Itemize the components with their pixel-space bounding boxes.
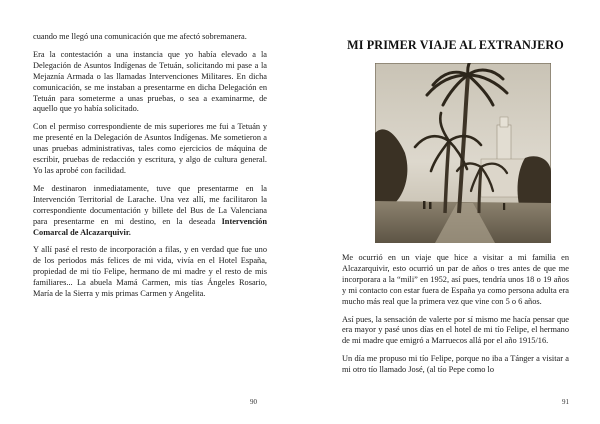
paragraph-text: Me destinaron inmediatamente, tuve que presentarme en la Intervención Territorial de Larache. Una vez allí, me facilitaron la correspondiente documentación y billete del Bus de La Valenciana para presentarme en mi destino, en la deseada	[33, 183, 267, 226]
page-number-right: 91	[562, 398, 569, 406]
paragraph-text: Me ocurrió en un viaje que hice a visitar a mi familia en Alcazarquivir, esto ocurrió un par de años o tres antes de que me incorporara a la “mili” en 1952, así pues, tendría unos 18 o 19 años y mi contacto con estar fuera de España ya como persona adulta era mucho más real que la primera vez que vine con 5 o 6 años.	[342, 253, 569, 306]
left-paragraph	[33, 50, 267, 115]
paragraph-text: Y allí pasé el resto de incorporación a filas, y en verdad que fue uno de los periodos más felices de mi vida, vivía en el Hotel España, propiedad de mi tío Felipe, hermano de mi madre y el resto de mis familiares... La abuela Mamá Carmen, mis tías Ángeles Rosario, María de la Sierra y mis primas Carmen y Angelita.	[33, 245, 267, 299]
paragraph-text: Con el permiso correspondiente de mis superiores me fui a Tetuán y me presenté en la Delegación de Asuntos Indígenas. Me sometieron a unas pruebas administrativas, tales como ejercicios de máquina de escribir, pruebas de redacción y escritura, y algo de cultura general. Yo las aprobé con facilidad.	[33, 122, 267, 175]
left-paragraph	[33, 122, 267, 177]
photo-frame	[342, 63, 569, 243]
bold-text: Intervención Comarcal de Alcazarquivir.	[33, 216, 267, 237]
left-paragraph	[33, 184, 267, 239]
left-paragraph	[33, 245, 267, 300]
left-paragraph	[33, 32, 267, 43]
paragraph-text: cuando me llegó una comunicación que me afectó sobremanera.	[33, 32, 247, 41]
right-paragraph	[342, 253, 569, 308]
chapter-title: MI PRIMER VIAJE AL EXTRANJERO	[347, 38, 564, 52]
paragraph-text: Era la contestación a una instancia que yo había elevado a la Delegación de Asuntos Indígenas de Tetuán, solicitando mi pase a la Mejaznía Armada o las llamadas Intervenciones Militares. En dicha comunicación, se me instaban a presentarme en dicha Delegación en Tetuán para someterme a unas pruebas, o sea a examinarme, de aquello que yo había solicitado.	[33, 49, 267, 114]
right-paragraph	[342, 354, 569, 376]
palm-trees-photo	[375, 63, 551, 243]
paragraph-text: Un día me propuso mi tío Felipe, porque no iba a Tánger a visitar a mi otro tío llamado José, (al tío Pepe como lo	[342, 354, 569, 375]
right-page	[300, 0, 600, 424]
right-page-text	[342, 253, 569, 376]
right-paragraph	[342, 315, 569, 348]
page-number-left: 90	[250, 398, 257, 406]
left-page-text	[33, 32, 267, 300]
paragraph-text: Así pues, la sensación de valerte por sí mismo me hacía pensar que era mayor y pasé unos días en el hotel de mi tío Felipe, el hermano de mi madre que emigró a Marruecos allá por el año 1915/16.	[342, 314, 569, 346]
